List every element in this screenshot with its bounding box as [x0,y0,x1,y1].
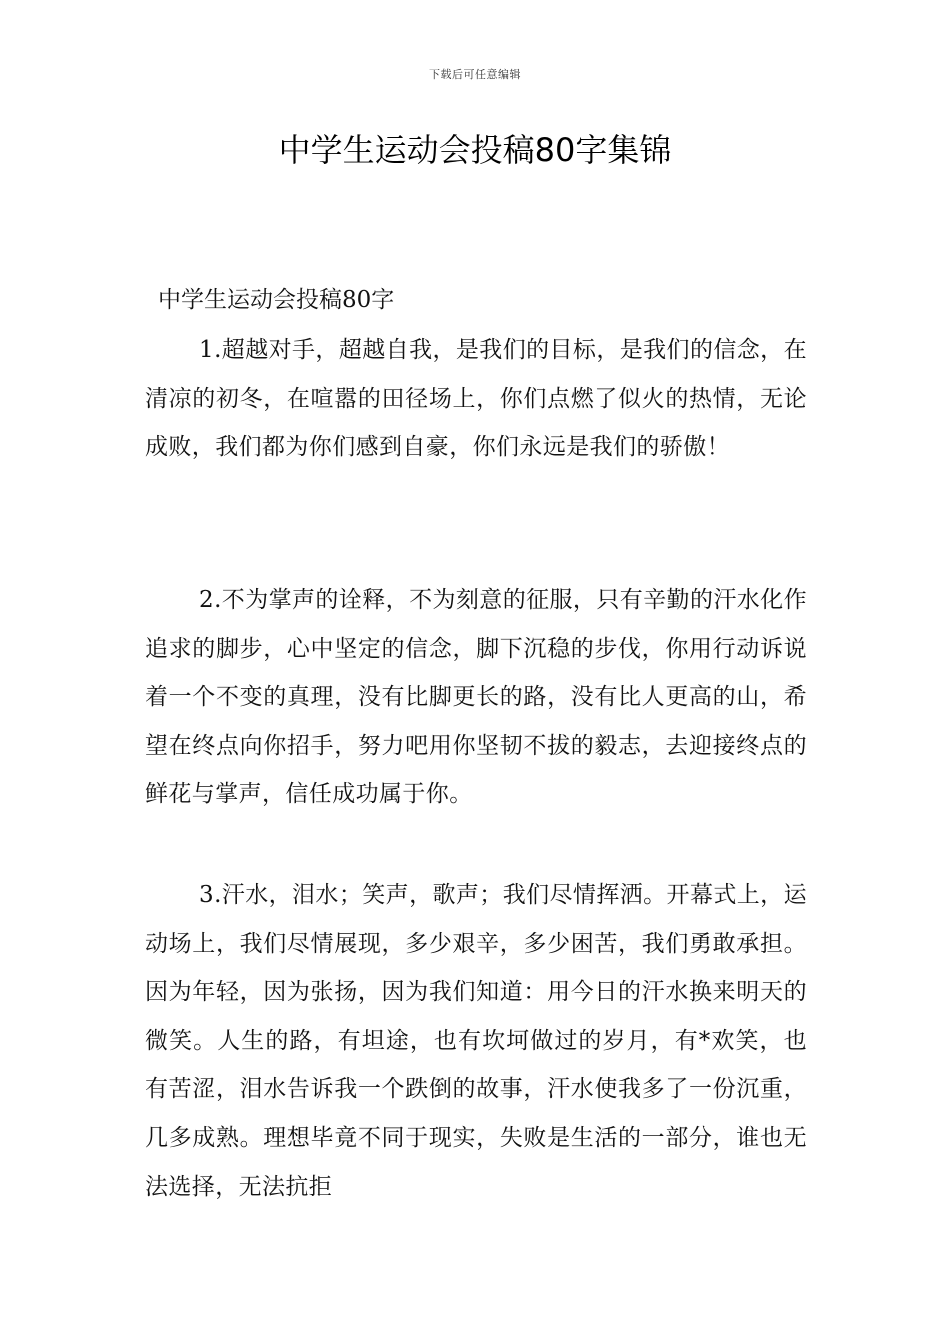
document-title: 中学生运动会投稿80字集锦 [278,131,672,169]
header-note: 下载后可任意编辑 [429,68,521,81]
paragraph-2: 2.不为掌声的诠释，不为刻意的征服，只有辛勤的汗水化作追求的脚步，心中坚定的信念，脚下沉稳的步伐，你用行动诉说着一个不变的真理，没有比脚更长的路，没有比人更高的山，希望在终点向你招手，努力吧用你坚韧不拔的毅志，去迎接终点的鲜花与掌声，信任成功属于你。 [145,587,807,808]
paragraph-1: 1.超越对手，超越自我，是我们的目标，是我们的信念，在清凉的初冬，在喧嚣的田径场上，你们点燃了似火的热情，无论成败，我们都为你们感到自豪，你们永远是我们的骄傲！ [145,337,807,461]
document-subtitle: 中学生运动会投稿80字 [158,287,395,313]
paragraph-3: 3.汗水，泪水；笑声，歌声；我们尽情挥洒。开幕式上，运动场上，我们尽情展现，多少艰辛，多少困苦，我们勇敢承担。因为年轻，因为张扬，因为我们知道：用今日的汗水换来明天的微笑。人生的路，有坦途，也有坎坷做过的岁月，有*欢笑，也有苦涩，泪水告诉我一个跌倒的故事，汗水使我多了一份沉重，几多成熟。理想毕竟不同于现实，失败是生活的一部分，谁也无法选择，无法抗拒 [145,882,807,1200]
